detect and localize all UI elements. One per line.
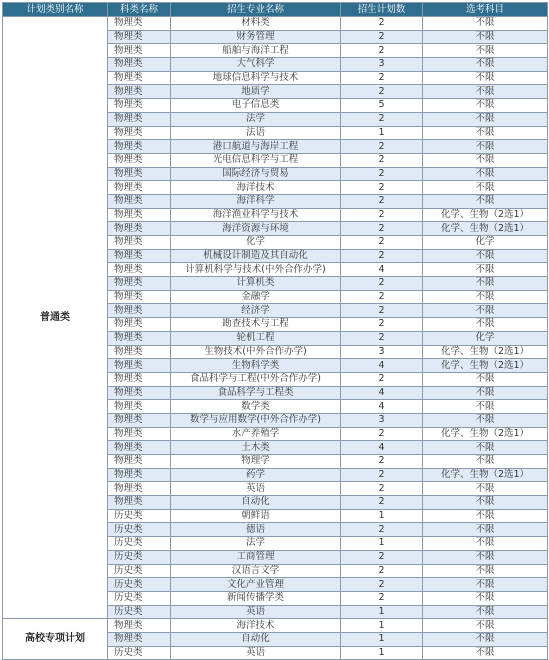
plan-category-cell: 高校专项计划 — [3, 619, 108, 660]
quota-cell: 1 — [341, 605, 423, 619]
quota-cell: 2 — [341, 44, 423, 58]
major-name-cell: 新闻传播学类 — [171, 591, 341, 605]
major-name-cell: 法学 — [171, 537, 341, 551]
quota-cell: 2 — [341, 85, 423, 99]
major-name-cell: 生物科学类 — [171, 359, 341, 373]
major-name-cell: 材料类 — [171, 17, 341, 31]
subject-category-cell: 物理类 — [108, 277, 171, 291]
subject-category-cell: 物理类 — [108, 58, 171, 72]
elective-subjects-cell: 化学、生物（2选1） — [423, 208, 548, 222]
quota-cell: 1 — [341, 537, 423, 551]
elective-subjects-cell: 不限 — [423, 71, 548, 85]
quota-cell: 2 — [341, 194, 423, 208]
table-body — [3, 17, 548, 660]
subject-category-cell: 历史类 — [108, 605, 171, 619]
quota-cell: 2 — [341, 17, 423, 31]
major-name-cell: 财务管理 — [171, 30, 341, 44]
major-name-cell: 海洋资源与环境 — [171, 222, 341, 236]
elective-subjects-cell: 不限 — [423, 167, 548, 181]
major-name-cell: 法语 — [171, 126, 341, 140]
elective-subjects-cell: 不限 — [423, 194, 548, 208]
subject-category-cell: 物理类 — [108, 632, 171, 646]
header-major-name: 招生专业名称 — [171, 3, 341, 17]
major-name-cell: 英语 — [171, 605, 341, 619]
quota-cell: 2 — [341, 277, 423, 291]
quota-cell: 2 — [341, 222, 423, 236]
elective-subjects-cell: 化学、生物（2选1） — [423, 359, 548, 373]
elective-subjects-cell: 化学 — [423, 236, 548, 250]
major-name-cell: 数学类 — [171, 400, 341, 414]
header-quota: 招生计划数 — [341, 3, 423, 17]
subject-category-cell: 物理类 — [108, 153, 171, 167]
subject-category-cell: 历史类 — [108, 591, 171, 605]
major-name-cell: 海洋技术 — [171, 181, 341, 195]
elective-subjects-cell: 化学、生物（2选1） — [423, 345, 548, 359]
major-name-cell: 计算机科学与技术(中外合作办学) — [171, 263, 341, 277]
table-row — [3, 619, 548, 633]
quota-cell: 2 — [341, 208, 423, 222]
elective-subjects-cell: 不限 — [423, 400, 548, 414]
major-name-cell: 食品科学与工程(中外合作办学) — [171, 372, 341, 386]
major-name-cell: 机械设计制造及其自动化 — [171, 249, 341, 263]
quota-cell: 4 — [341, 386, 423, 400]
quota-cell: 2 — [341, 167, 423, 181]
elective-subjects-cell: 不限 — [423, 290, 548, 304]
subject-category-cell: 历史类 — [108, 564, 171, 578]
quota-cell: 2 — [341, 550, 423, 564]
major-name-cell: 船舶与海洋工程 — [171, 44, 341, 58]
subject-category-cell: 物理类 — [108, 496, 171, 510]
subject-category-cell: 物理类 — [108, 441, 171, 455]
quota-cell: 2 — [341, 290, 423, 304]
quota-cell: 2 — [341, 318, 423, 332]
subject-category-cell: 物理类 — [108, 99, 171, 113]
elective-subjects-cell: 不限 — [423, 30, 548, 44]
major-name-cell: 土木类 — [171, 441, 341, 455]
quota-cell: 2 — [341, 427, 423, 441]
subject-category-cell: 历史类 — [108, 646, 171, 660]
major-name-cell: 物理学 — [171, 455, 341, 469]
quota-cell: 2 — [341, 591, 423, 605]
quota-cell: 2 — [341, 112, 423, 126]
quota-cell: 2 — [341, 468, 423, 482]
quota-cell: 2 — [341, 140, 423, 154]
major-name-cell: 英语 — [171, 482, 341, 496]
subject-category-cell: 历史类 — [108, 578, 171, 592]
subject-category-cell: 物理类 — [108, 359, 171, 373]
quota-cell: 2 — [341, 496, 423, 510]
subject-category-cell: 物理类 — [108, 222, 171, 236]
elective-subjects-cell: 不限 — [423, 44, 548, 58]
subject-category-cell: 物理类 — [108, 386, 171, 400]
elective-subjects-cell: 不限 — [423, 564, 548, 578]
quota-cell: 2 — [341, 523, 423, 537]
major-name-cell: 水产养殖学 — [171, 427, 341, 441]
subject-category-cell: 物理类 — [108, 30, 171, 44]
elective-subjects-cell: 不限 — [423, 263, 548, 277]
major-name-cell: 勘查技术与工程 — [171, 318, 341, 332]
major-name-cell: 生物技术(中外合作办学) — [171, 345, 341, 359]
subject-category-cell: 物理类 — [108, 619, 171, 633]
subject-category-cell: 物理类 — [108, 17, 171, 31]
major-name-cell: 法学 — [171, 112, 341, 126]
elective-subjects-cell: 化学、生物（2选1） — [423, 427, 548, 441]
elective-subjects-cell: 不限 — [423, 591, 548, 605]
quota-cell: 3 — [341, 413, 423, 427]
subject-category-cell: 物理类 — [108, 249, 171, 263]
major-name-cell: 港口航道与海岸工程 — [171, 140, 341, 154]
quota-cell: 2 — [341, 71, 423, 85]
elective-subjects-cell: 不限 — [423, 646, 548, 660]
major-name-cell: 电子信息类 — [171, 99, 341, 113]
elective-subjects-cell: 化学、生物（2选1） — [423, 222, 548, 236]
major-name-cell: 化学 — [171, 236, 341, 250]
header-subject-category: 科类名称 — [108, 3, 171, 17]
subject-category-cell: 物理类 — [108, 44, 171, 58]
elective-subjects-cell: 不限 — [423, 181, 548, 195]
quota-cell: 2 — [341, 331, 423, 345]
quota-cell: 2 — [341, 30, 423, 44]
elective-subjects-cell: 不限 — [423, 455, 548, 469]
subject-category-cell: 物理类 — [108, 372, 171, 386]
subject-category-cell: 物理类 — [108, 236, 171, 250]
elective-subjects-cell: 不限 — [423, 304, 548, 318]
major-name-cell: 工商管理 — [171, 550, 341, 564]
subject-category-cell: 历史类 — [108, 550, 171, 564]
quota-cell: 1 — [341, 619, 423, 633]
quota-cell: 2 — [341, 236, 423, 250]
elective-subjects-cell: 不限 — [423, 318, 548, 332]
table-row — [3, 17, 548, 31]
quota-cell: 1 — [341, 509, 423, 523]
quota-cell: 2 — [341, 455, 423, 469]
table-header — [3, 3, 548, 17]
subject-category-cell: 物理类 — [108, 71, 171, 85]
elective-subjects-cell: 化学 — [423, 331, 548, 345]
major-name-cell: 数学与应用数学(中外合作办学) — [171, 413, 341, 427]
elective-subjects-cell: 不限 — [423, 17, 548, 31]
header-elective-subjects: 选考科目 — [423, 3, 548, 17]
elective-subjects-cell: 不限 — [423, 126, 548, 140]
elective-subjects-cell: 不限 — [423, 619, 548, 633]
subject-category-cell: 物理类 — [108, 181, 171, 195]
elective-subjects-cell: 不限 — [423, 386, 548, 400]
quota-cell: 2 — [341, 249, 423, 263]
major-name-cell: 大气科学 — [171, 58, 341, 72]
subject-category-cell: 物理类 — [108, 112, 171, 126]
quota-cell: 4 — [341, 400, 423, 414]
elective-subjects-cell: 不限 — [423, 537, 548, 551]
elective-subjects-cell: 不限 — [423, 550, 548, 564]
quota-cell: 2 — [341, 482, 423, 496]
major-name-cell: 海洋技术 — [171, 619, 341, 633]
admission-plan-table-container — [2, 2, 547, 660]
subject-category-cell: 历史类 — [108, 537, 171, 551]
subject-category-cell: 物理类 — [108, 194, 171, 208]
subject-category-cell: 物理类 — [108, 140, 171, 154]
subject-category-cell: 物理类 — [108, 290, 171, 304]
quota-cell: 4 — [341, 441, 423, 455]
elective-subjects-cell: 化学、生物（2选1） — [423, 468, 548, 482]
elective-subjects-cell: 不限 — [423, 153, 548, 167]
header-plan-category: 计划类别名称 — [3, 3, 108, 17]
subject-category-cell: 历史类 — [108, 509, 171, 523]
subject-category-cell: 物理类 — [108, 263, 171, 277]
subject-category-cell: 物理类 — [108, 413, 171, 427]
major-name-cell: 德语 — [171, 523, 341, 537]
elective-subjects-cell: 不限 — [423, 99, 548, 113]
major-name-cell: 食品科学与工程类 — [171, 386, 341, 400]
elective-subjects-cell: 不限 — [423, 482, 548, 496]
subject-category-cell: 物理类 — [108, 318, 171, 332]
major-name-cell: 药学 — [171, 468, 341, 482]
elective-subjects-cell: 不限 — [423, 441, 548, 455]
elective-subjects-cell: 不限 — [423, 85, 548, 99]
major-name-cell: 自动化 — [171, 632, 341, 646]
major-name-cell: 海洋渔业科学与技术 — [171, 208, 341, 222]
major-name-cell: 国际经济与贸易 — [171, 167, 341, 181]
elective-subjects-cell: 不限 — [423, 523, 548, 537]
subject-category-cell: 物理类 — [108, 455, 171, 469]
quota-cell: 3 — [341, 58, 423, 72]
elective-subjects-cell: 不限 — [423, 277, 548, 291]
header-row — [3, 3, 548, 17]
major-name-cell: 自动化 — [171, 496, 341, 510]
major-name-cell: 海洋科学 — [171, 194, 341, 208]
quota-cell: 4 — [341, 263, 423, 277]
subject-category-cell: 物理类 — [108, 208, 171, 222]
subject-category-cell: 物理类 — [108, 345, 171, 359]
elective-subjects-cell: 不限 — [423, 509, 548, 523]
subject-category-cell: 物理类 — [108, 304, 171, 318]
major-name-cell: 金融学 — [171, 290, 341, 304]
major-name-cell: 计算机类 — [171, 277, 341, 291]
major-name-cell: 汉语言文学 — [171, 564, 341, 578]
quota-cell: 2 — [341, 564, 423, 578]
quota-cell: 2 — [341, 578, 423, 592]
subject-category-cell: 物理类 — [108, 126, 171, 140]
major-name-cell: 经济学 — [171, 304, 341, 318]
quota-cell: 3 — [341, 345, 423, 359]
elective-subjects-cell: 不限 — [423, 58, 548, 72]
quota-cell: 2 — [341, 372, 423, 386]
elective-subjects-cell: 不限 — [423, 578, 548, 592]
major-name-cell: 光电信息科学与工程 — [171, 153, 341, 167]
major-name-cell: 文化产业管理 — [171, 578, 341, 592]
quota-cell: 4 — [341, 359, 423, 373]
elective-subjects-cell: 不限 — [423, 605, 548, 619]
subject-category-cell: 物理类 — [108, 427, 171, 441]
major-name-cell: 朝鲜语 — [171, 509, 341, 523]
quota-cell: 5 — [341, 99, 423, 113]
quota-cell: 1 — [341, 646, 423, 660]
subject-category-cell: 物理类 — [108, 400, 171, 414]
elective-subjects-cell: 不限 — [423, 372, 548, 386]
elective-subjects-cell: 不限 — [423, 112, 548, 126]
quota-cell: 2 — [341, 153, 423, 167]
elective-subjects-cell: 不限 — [423, 140, 548, 154]
subject-category-cell: 物理类 — [108, 468, 171, 482]
subject-category-cell: 物理类 — [108, 331, 171, 345]
major-name-cell: 轮机工程 — [171, 331, 341, 345]
major-name-cell: 地质学 — [171, 85, 341, 99]
admission-plan-table — [2, 2, 548, 660]
quota-cell: 2 — [341, 181, 423, 195]
major-name-cell: 地球信息科学与技术 — [171, 71, 341, 85]
major-name-cell: 英语 — [171, 646, 341, 660]
elective-subjects-cell: 不限 — [423, 249, 548, 263]
subject-category-cell: 物理类 — [108, 482, 171, 496]
quota-cell: 1 — [341, 126, 423, 140]
subject-category-cell: 历史类 — [108, 523, 171, 537]
elective-subjects-cell: 不限 — [423, 632, 548, 646]
quota-cell: 2 — [341, 304, 423, 318]
elective-subjects-cell: 不限 — [423, 496, 548, 510]
subject-category-cell: 物理类 — [108, 167, 171, 181]
subject-category-cell: 物理类 — [108, 85, 171, 99]
quota-cell: 1 — [341, 632, 423, 646]
plan-category-cell: 普通类 — [3, 17, 108, 619]
elective-subjects-cell: 不限 — [423, 413, 548, 427]
